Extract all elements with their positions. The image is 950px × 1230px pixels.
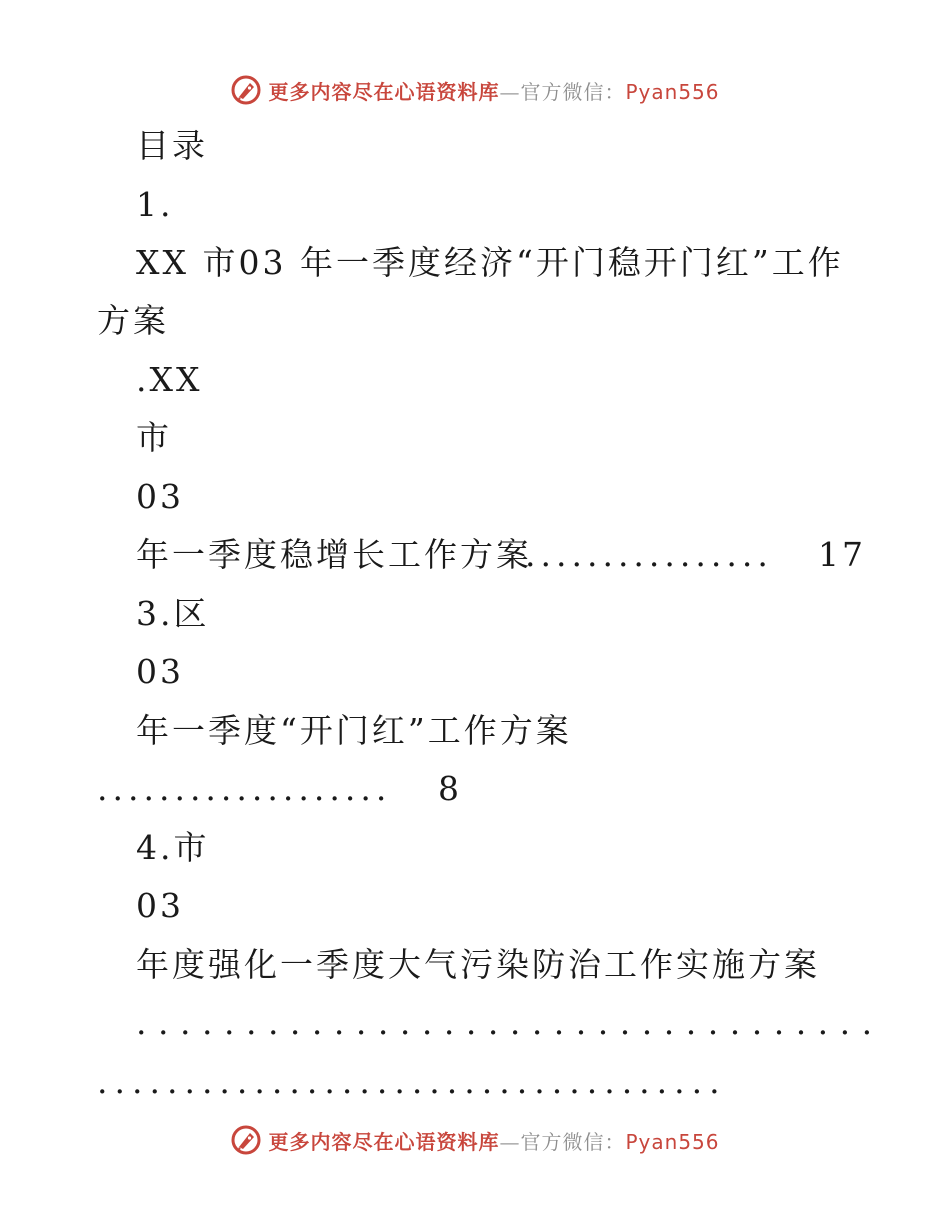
banner-dash: — <box>499 1129 521 1154</box>
toc-leader: ................... <box>97 769 392 808</box>
toc-leader: ................ <box>525 535 773 574</box>
banner-brand-text: 更多内容尽在心语资料库 <box>268 79 500 104</box>
toc-leader: .................................... <box>97 1062 727 1101</box>
pen-nib-logo-icon <box>230 1124 262 1156</box>
toc-line: XX 市03 年一季度经济“开门稳开门红”工作 <box>136 243 844 282</box>
toc-line: 4.市 <box>136 828 210 867</box>
toc-line: 03 <box>136 477 184 516</box>
toc-line: 方案 <box>97 301 169 340</box>
toc-line: 3.区 <box>136 594 210 633</box>
toc-line: 年一季度“开门红”工作方案 <box>136 711 572 750</box>
toc-line: 03 <box>136 652 184 691</box>
banner-brand-text: 更多内容尽在心语资料库 <box>268 1129 500 1154</box>
toc-heading: 目录 <box>136 126 208 165</box>
toc-line: 市 <box>136 418 172 457</box>
toc-page-number: 8 <box>438 769 462 808</box>
footer-banner-text <box>268 1126 719 1155</box>
banner-label: 官方微信： <box>520 79 626 104</box>
footer-banner <box>0 1120 950 1160</box>
banner-dash: — <box>499 79 521 104</box>
banner-wechat-id: Pyan556 <box>625 1129 720 1154</box>
toc-line: 03 <box>136 886 184 925</box>
toc-leader: .................................. <box>136 1003 884 1042</box>
toc-line: 年一季度稳增长工作方案 <box>136 535 532 574</box>
toc-line: .XX <box>136 360 203 399</box>
toc-line: 年度强化一季度大气污染防治工作实施方案 <box>136 945 820 984</box>
toc-line: 1. <box>136 185 174 224</box>
banner-wechat-id: Pyan556 <box>625 79 720 104</box>
toc-page-number: 17 <box>818 535 866 574</box>
banner-label: 官方微信： <box>520 1129 626 1154</box>
